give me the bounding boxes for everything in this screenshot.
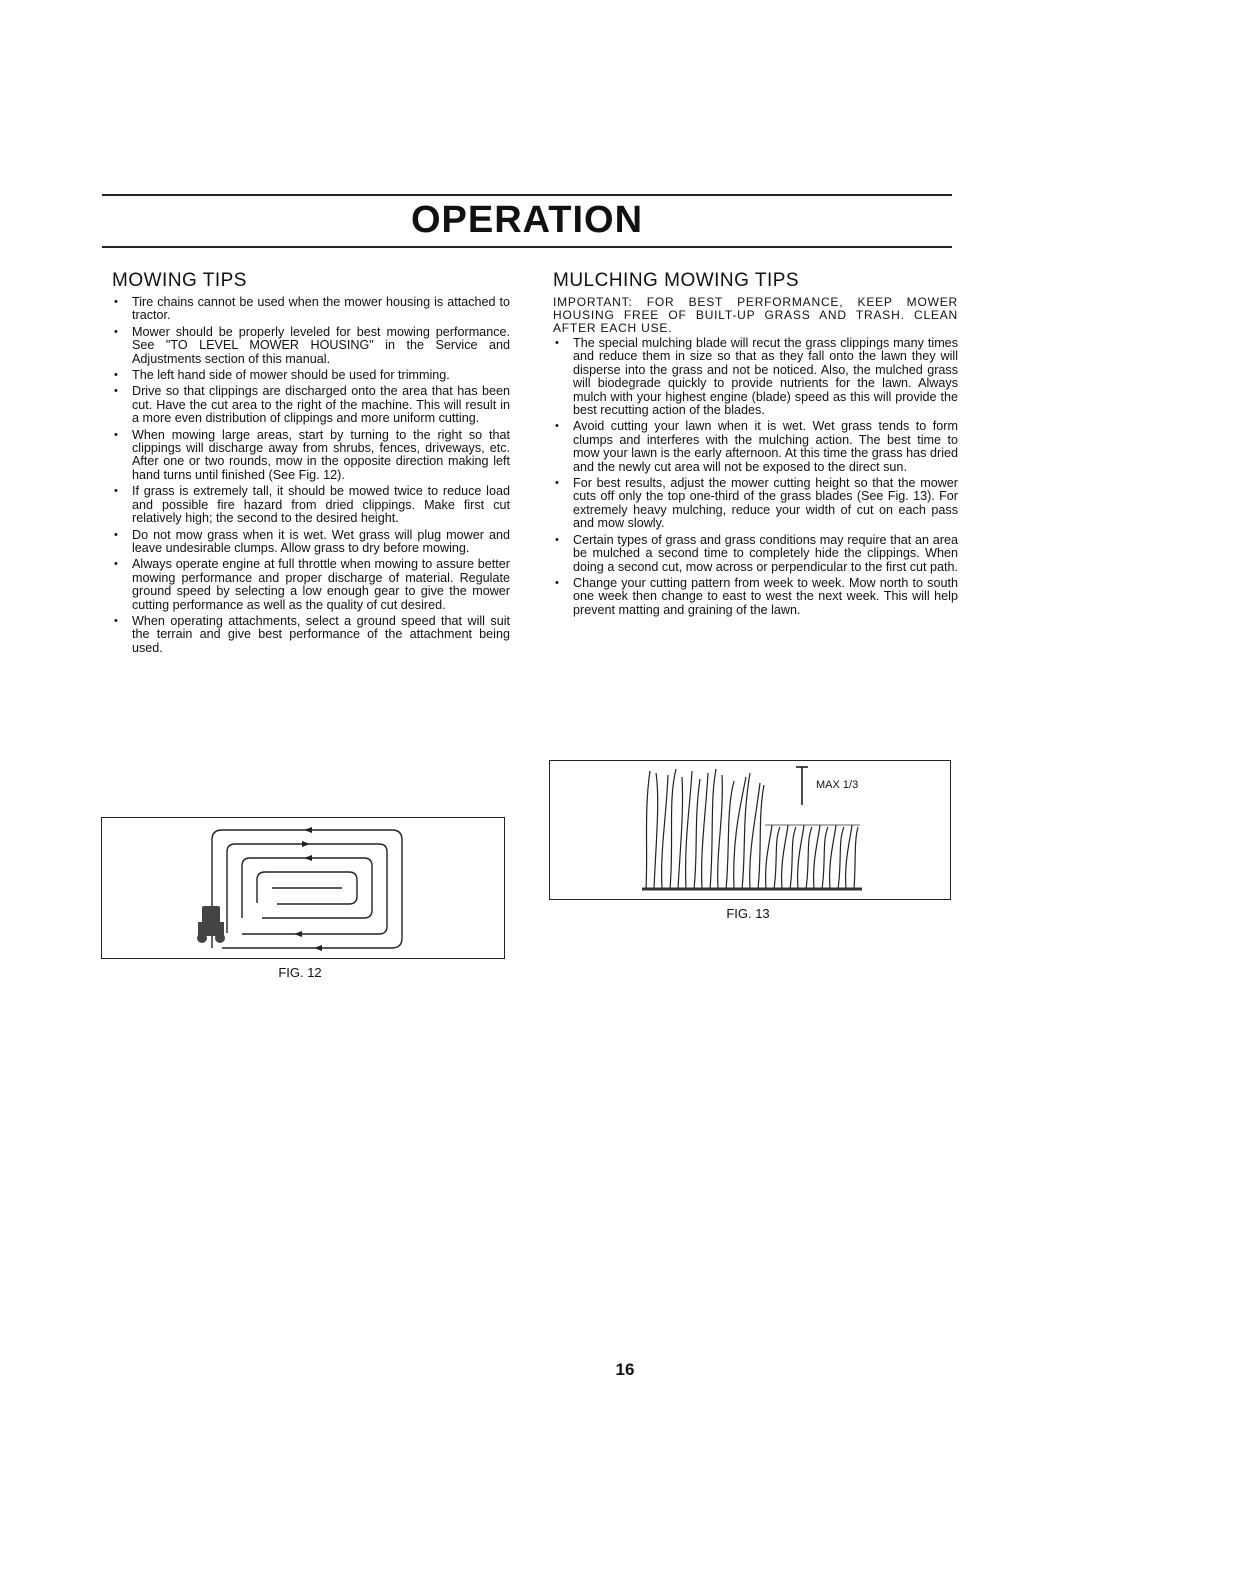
max-cut-label: MAX 1/3 (816, 779, 859, 791)
page-title: OPERATION (410, 199, 644, 241)
list-item: • When operating attachments, select a ground speed that will suit the terrain and give best performance of the attachment being used. (112, 615, 510, 655)
figure-13-caption: FIG. 13 (726, 906, 770, 921)
top-rule (102, 194, 952, 196)
important-notice: IMPORTANT: FOR BEST PERFORMANCE, KEEP MOWER HOUSING FREE OF BUILT-UP GRASS AND TRASH. CLEAN AFTER EACH USE. (553, 295, 958, 335)
list-item: • Avoid cutting your lawn when it is wet. Wet grass tends to form clumps and interferes with the mulching action. The best time to mow your lawn is the early afternoon. At this time the grass has dried and the newly cut area will not be exposed to the direct sun. (553, 420, 958, 474)
title-bottom-rule (102, 246, 952, 248)
list-item: • The special mulching blade will recut the grass clippings many times and reduce them in size so that as they fall onto the lawn they will disperse into the grass and not be noticed. Also, the mulched grass will biodegrade quickly to provide nutrients for the lawn. Always mulch with your highest engine (blade) speed as this will provide the best recutting action of the blades. (553, 337, 958, 417)
figure-13-grass-height (549, 760, 951, 900)
list-item: • When mowing large areas, start by turning to the right so that clippings will discharge away from shrubs, fences, driveways, etc. After one or two rounds, mow in the opposite direction making left hand turns until finished (See Fig. 12). (112, 429, 510, 483)
list-item: • Mower should be properly leveled for best mowing performance. See "TO LEVEL MOWER HOUSING" in the Service and Adjustments section of this manual. (112, 326, 510, 366)
list-item: • Always operate engine at full throttle when mowing to assure better mowing performance and proper discharge of material. Regulate ground speed by selecting a low enough gear to give the mower cutting performance as well as the quality of cut desired. (112, 558, 510, 612)
mowing-tips-heading: MOWING TIPS (112, 270, 247, 291)
list-item: • Tire chains cannot be used when the mower housing is attached to tractor. (112, 296, 510, 323)
mulching-tips-list (553, 337, 958, 617)
list-item: • Certain types of grass and grass conditions may require that an area be mulched a second time to completely hide the clippings. When doing a second cut, mow across or perpendicular to the first cut path. (553, 534, 958, 574)
list-item: • For best results, adjust the mower cutting height so that the mower cuts off only the top one-third of the grass blades (See Fig. 13). For extremely heavy mulching, reduce your width of cut on each pass and mow slowly. (553, 477, 958, 531)
list-item: • Drive so that clippings are discharged onto the area that has been cut. Have the cut area to the right of the machine. This will result in a more even distribution of clippings and more uniform cutting. (112, 385, 510, 425)
mulching-tips-section (553, 270, 958, 620)
mowing-tips-section (112, 270, 510, 658)
mulching-tips-heading: MULCHING MOWING TIPS (553, 270, 800, 291)
tractor-icon (197, 906, 225, 943)
mowing-tips-list (112, 296, 510, 655)
page-number: 16 (615, 1360, 635, 1379)
figure-12-mowing-pattern (101, 817, 505, 959)
list-item: • Do not mow grass when it is wet. Wet grass will plug mower and leave undesirable clumps. Allow grass to dry before mowing. (112, 529, 510, 556)
list-item: • Change your cutting pattern from week to week. Mow north to south one week then change to east to west the next week. This will help prevent matting and graining of the lawn. (553, 577, 958, 617)
list-item: • If grass is extremely tall, it should be mowed twice to reduce load and possible fire hazard from dried clippings. Make first cut relatively high; the second to the desired height. (112, 485, 510, 525)
mowing-pattern-diagram (102, 818, 504, 958)
list-item: • The left hand side of mower should be used for trimming. (112, 369, 510, 382)
figure-12-caption: FIG. 12 (278, 965, 322, 980)
grass-illustration (550, 761, 950, 899)
